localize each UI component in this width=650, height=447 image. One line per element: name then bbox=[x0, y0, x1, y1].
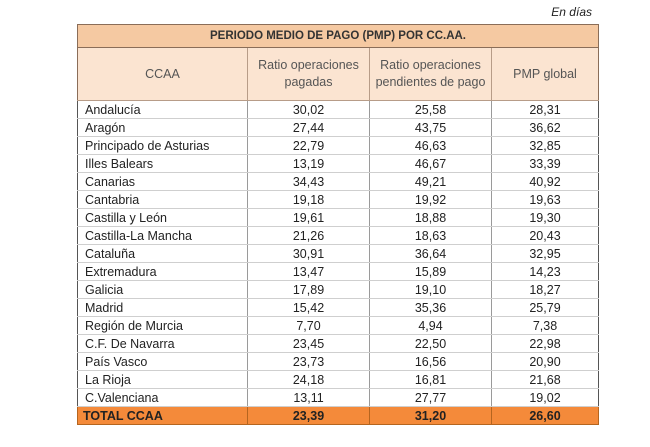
header-ratio-pendientes-line2: pendientes de pago bbox=[375, 75, 486, 89]
cell-ccaa: País Vasco bbox=[78, 353, 248, 371]
cell-ratio-pagadas: 23,73 bbox=[248, 353, 370, 371]
table-body bbox=[78, 101, 599, 407]
total-pagadas: 23,39 bbox=[248, 407, 370, 425]
cell-ratio-pendientes: 49,21 bbox=[370, 173, 492, 191]
header-ratio-pagadas-line1: Ratio operaciones bbox=[258, 58, 359, 72]
cell-pmp-global: 7,38 bbox=[492, 317, 599, 335]
table-row bbox=[78, 119, 599, 137]
cell-ccaa: Madrid bbox=[78, 299, 248, 317]
cell-ccaa: Andalucía bbox=[78, 101, 248, 119]
cell-pmp-global: 33,39 bbox=[492, 155, 599, 173]
table-header-row bbox=[78, 48, 599, 101]
cell-ccaa: Aragón bbox=[78, 119, 248, 137]
header-ccaa: CCAA bbox=[78, 48, 248, 101]
cell-pmp-global: 36,62 bbox=[492, 119, 599, 137]
cell-pmp-global: 18,27 bbox=[492, 281, 599, 299]
table-row bbox=[78, 317, 599, 335]
cell-ratio-pendientes: 4,94 bbox=[370, 317, 492, 335]
cell-ratio-pagadas: 13,19 bbox=[248, 155, 370, 173]
table-row bbox=[78, 371, 599, 389]
unit-note: En días bbox=[551, 5, 592, 19]
header-ratio-pendientes-line1: Ratio operaciones bbox=[380, 58, 481, 72]
cell-pmp-global: 32,85 bbox=[492, 137, 599, 155]
cell-pmp-global: 19,30 bbox=[492, 209, 599, 227]
table-title-row bbox=[78, 25, 599, 48]
cell-ratio-pendientes: 18,88 bbox=[370, 209, 492, 227]
cell-ccaa: Canarias bbox=[78, 173, 248, 191]
cell-pmp-global: 20,43 bbox=[492, 227, 599, 245]
cell-ccaa: Galicia bbox=[78, 281, 248, 299]
cell-pmp-global: 28,31 bbox=[492, 101, 599, 119]
cell-ccaa: C.F. De Navarra bbox=[78, 335, 248, 353]
cell-ratio-pagadas: 30,91 bbox=[248, 245, 370, 263]
cell-ratio-pagadas: 24,18 bbox=[248, 371, 370, 389]
cell-ccaa: Castilla-La Mancha bbox=[78, 227, 248, 245]
cell-ratio-pendientes: 46,63 bbox=[370, 137, 492, 155]
cell-pmp-global: 32,95 bbox=[492, 245, 599, 263]
cell-ratio-pagadas: 21,26 bbox=[248, 227, 370, 245]
cell-ratio-pendientes: 35,36 bbox=[370, 299, 492, 317]
table-row bbox=[78, 209, 599, 227]
cell-pmp-global: 21,68 bbox=[492, 371, 599, 389]
cell-ratio-pendientes: 22,50 bbox=[370, 335, 492, 353]
header-ratio-pagadas bbox=[248, 48, 370, 101]
cell-ratio-pendientes: 43,75 bbox=[370, 119, 492, 137]
header-ratio-pendientes bbox=[370, 48, 492, 101]
cell-ratio-pendientes: 36,64 bbox=[370, 245, 492, 263]
cell-ratio-pagadas: 13,11 bbox=[248, 389, 370, 407]
table-row bbox=[78, 227, 599, 245]
cell-pmp-global: 25,79 bbox=[492, 299, 599, 317]
table-row bbox=[78, 101, 599, 119]
cell-ccaa: Cataluña bbox=[78, 245, 248, 263]
cell-ratio-pagadas: 7,70 bbox=[248, 317, 370, 335]
cell-ccaa: Illes Balears bbox=[78, 155, 248, 173]
cell-ratio-pagadas: 27,44 bbox=[248, 119, 370, 137]
cell-ratio-pendientes: 46,67 bbox=[370, 155, 492, 173]
cell-ratio-pagadas: 22,79 bbox=[248, 137, 370, 155]
table-row bbox=[78, 335, 599, 353]
table-row bbox=[78, 173, 599, 191]
cell-ratio-pagadas: 13,47 bbox=[248, 263, 370, 281]
header-pmp-global: PMP global bbox=[492, 48, 599, 101]
cell-ratio-pendientes: 25,58 bbox=[370, 101, 492, 119]
cell-pmp-global: 40,92 bbox=[492, 173, 599, 191]
cell-ccaa: La Rioja bbox=[78, 371, 248, 389]
cell-ratio-pagadas: 19,61 bbox=[248, 209, 370, 227]
table-title: PERIODO MEDIO DE PAGO (PMP) POR CC.AA. bbox=[78, 25, 599, 48]
cell-ratio-pagadas: 30,02 bbox=[248, 101, 370, 119]
cell-ratio-pendientes: 16,81 bbox=[370, 371, 492, 389]
total-pmp: 26,60 bbox=[492, 407, 599, 425]
cell-pmp-global: 19,02 bbox=[492, 389, 599, 407]
table-row bbox=[78, 191, 599, 209]
pmp-table bbox=[77, 24, 599, 425]
table-row bbox=[78, 281, 599, 299]
cell-ratio-pendientes: 19,92 bbox=[370, 191, 492, 209]
table-row bbox=[78, 299, 599, 317]
table-row bbox=[78, 245, 599, 263]
header-ratio-pagadas-line2: pagadas bbox=[284, 75, 333, 89]
cell-ratio-pendientes: 19,10 bbox=[370, 281, 492, 299]
cell-ratio-pendientes: 16,56 bbox=[370, 353, 492, 371]
table-row bbox=[78, 353, 599, 371]
table-row bbox=[78, 389, 599, 407]
cell-ratio-pagadas: 34,43 bbox=[248, 173, 370, 191]
cell-ccaa: C.Valenciana bbox=[78, 389, 248, 407]
cell-ratio-pendientes: 18,63 bbox=[370, 227, 492, 245]
cell-ratio-pagadas: 19,18 bbox=[248, 191, 370, 209]
cell-ratio-pagadas: 23,45 bbox=[248, 335, 370, 353]
cell-ccaa: Cantabria bbox=[78, 191, 248, 209]
total-pendientes: 31,20 bbox=[370, 407, 492, 425]
cell-ratio-pendientes: 27,77 bbox=[370, 389, 492, 407]
cell-pmp-global: 19,63 bbox=[492, 191, 599, 209]
cell-ratio-pagadas: 17,89 bbox=[248, 281, 370, 299]
cell-ratio-pagadas: 15,42 bbox=[248, 299, 370, 317]
cell-ccaa: Castilla y León bbox=[78, 209, 248, 227]
cell-pmp-global: 14,23 bbox=[492, 263, 599, 281]
table-row bbox=[78, 137, 599, 155]
table-row bbox=[78, 155, 599, 173]
table-row bbox=[78, 263, 599, 281]
cell-ccaa: Extremadura bbox=[78, 263, 248, 281]
cell-ccaa: Región de Murcia bbox=[78, 317, 248, 335]
cell-pmp-global: 22,98 bbox=[492, 335, 599, 353]
total-row bbox=[78, 407, 599, 425]
cell-pmp-global: 20,90 bbox=[492, 353, 599, 371]
pmp-table-container bbox=[77, 24, 598, 425]
cell-ccaa: Principado de Asturias bbox=[78, 137, 248, 155]
cell-ratio-pendientes: 15,89 bbox=[370, 263, 492, 281]
total-ccaa-label: TOTAL CCAA bbox=[78, 407, 248, 425]
